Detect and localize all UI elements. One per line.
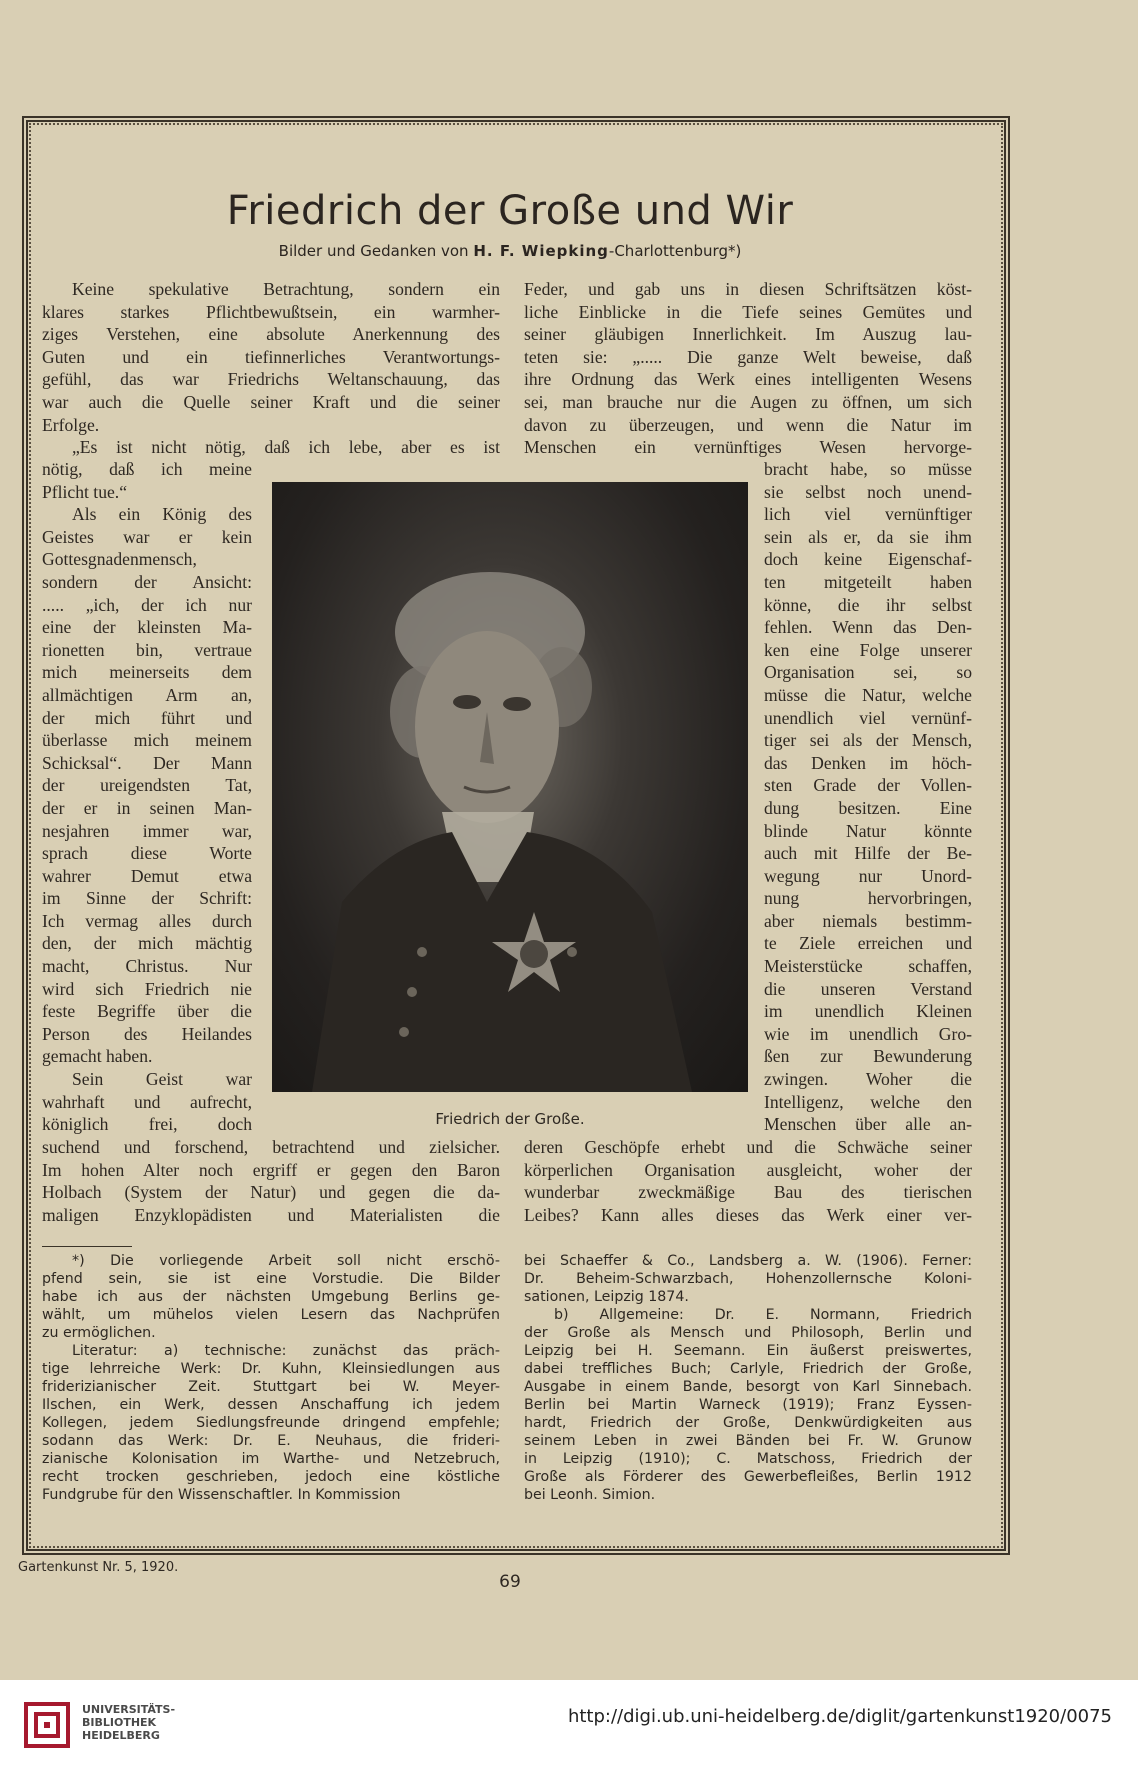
text-line: nötig, daß ich meine: [42, 459, 252, 479]
text-line: Gottesgnadenmensch,: [42, 549, 197, 570]
text-line: Person des Heilandes: [42, 1023, 252, 1044]
text-line: blinde Natur könnte: [764, 820, 972, 841]
library-line: UNIVERSITÄTS-: [82, 1703, 176, 1716]
text-line: „Es ist nicht nötig, daß ich lebe, aber es ist: [72, 437, 500, 458]
text-line: ihre Ordnung das Werk eines intelligenten Wesens: [524, 369, 972, 390]
text-line: ten mitgeteilt haben: [764, 571, 972, 592]
text-line: sprach diese Worte: [42, 843, 252, 864]
text-line: seiner gläubigen Innerlichkeit. Im Auszug lau-: [524, 324, 972, 345]
text-line: im unendlich Kleinen: [764, 1001, 972, 1022]
text-line: teten sie: „..... Die ganze Welt beweise, daß: [524, 346, 972, 367]
portrait-drawing: [272, 482, 748, 1092]
text-line: dung besitzen. Eine: [764, 797, 972, 818]
right-column-bottom: [524, 1136, 972, 1226]
text-line: das Denken im höch-: [764, 752, 972, 773]
source-url[interactable]: http://digi.ub.uni-heidelberg.de/diglit/gartenkunst1920/0075: [567, 1706, 1112, 1727]
text-line: Literatur: a) technische: zunächst das präch-: [72, 1343, 500, 1359]
text-line: der mich führt und: [42, 707, 252, 728]
text-line: mich meinerseits dem: [42, 662, 252, 683]
library-name: [82, 1703, 175, 1742]
text-line: Intelligenz, welche den: [764, 1091, 972, 1112]
text-line: tige lehrreiche Werk: Dr. Kuhn, Kleinsiedlungen aus: [42, 1361, 500, 1377]
text-line: Menschen ein vernünftiges Wesen hervorge-: [524, 437, 972, 458]
text-line: bei Leonh. Simion.: [524, 1487, 656, 1503]
text-line: ßen zur Bewunderung: [764, 1046, 972, 1067]
text-line: überlasse mich meinem: [42, 730, 252, 751]
text-line: ken eine Folge unserer: [764, 639, 972, 660]
text-line: wunderbar zweckmäßige Bau des tierischen: [524, 1182, 972, 1203]
left-column-narrow: [42, 458, 252, 1136]
text-line: ziges Verstehen, eine absolute Anerkennung des: [42, 324, 500, 345]
text-line: Kollegen, jedem Siedlungsfreunde dringend empfehle;: [42, 1415, 500, 1431]
text-line: Leipzig bei H. Seemann. Ein äußerst preiswertes,: [524, 1343, 972, 1359]
text-line: bei Schaeffer & Co., Landsberg a. W. (1906). Ferner:: [524, 1253, 972, 1269]
left-column-top: [42, 278, 500, 459]
text-line: *) Die vorliegende Arbeit soll nicht erschö-: [72, 1253, 500, 1269]
text-line: fehlen. Wenn das Den-: [764, 617, 972, 638]
text-line: körperlichen Organisation ausgleicht, woher der: [524, 1159, 972, 1180]
text-line: rionetten bin, vertraue: [42, 639, 252, 660]
text-line: königlich frei, doch: [42, 1114, 252, 1135]
text-line: pfend sein, sie ist eine Vorstudie. Die Bilder: [42, 1271, 500, 1287]
text-line: in Leipzig (1910); C. Matschoss, Friedrich der: [524, 1451, 972, 1467]
author-name: H. F. Wiepking: [473, 242, 609, 260]
text-line: müsse die Natur, welche: [764, 684, 972, 705]
text-line: Erfolge.: [42, 414, 100, 435]
text-line: sondern der Ansicht:: [42, 571, 252, 592]
text-line: Sein Geist war: [72, 1069, 252, 1090]
text-line: sten Grade der Vollen-: [764, 775, 972, 796]
text-line: friderizianischer Zeit. Stuttgart bei W. Meyer-: [42, 1379, 500, 1395]
text-line: auch mit Hilfe der Be-: [764, 843, 972, 864]
text-line: Holbach (System der Natur) und gegen die da-: [42, 1182, 500, 1203]
text-line: Dr. Beheim-Schwarzbach, Hohenzollernsche Koloni-: [524, 1271, 972, 1287]
text-line: könne, die ihr selbst: [764, 594, 972, 615]
text-line: b) Allgemeine: Dr. E. Normann, Friedrich: [554, 1307, 972, 1323]
text-line: sodann das Werk: Dr. E. Neuhaus, die frideri-: [42, 1433, 500, 1449]
text-line: gefühl, das war Friedrichs Weltanschauung, das: [42, 369, 500, 390]
text-line: der ureigendsten Tat,: [42, 775, 252, 796]
journal-reference: Gartenkunst Nr. 5, 1920.: [18, 1560, 179, 1575]
text-line: Feder, und gab uns in diesen Schriftsätzen köst-: [524, 279, 972, 299]
text-line: nung hervorbringen,: [764, 888, 972, 909]
text-line: Berlin bei Martin Warneck (1919); Franz Eyssen-: [524, 1397, 972, 1413]
text-line: Guten und ein tiefinnerliches Verantwortungs-: [42, 346, 500, 367]
text-line: im Sinne der Schrift:: [42, 888, 252, 909]
text-line: allmächtigen Arm an,: [42, 684, 252, 705]
text-line: recht trocken geschrieben, jedoch eine köstliche: [42, 1469, 500, 1485]
text-line: zu ermöglichen.: [42, 1325, 156, 1341]
library-line: HEIDELBERG: [82, 1729, 160, 1742]
text-line: wahrhaft und aufrecht,: [42, 1091, 252, 1112]
ub-heidelberg-logo-icon: [22, 1700, 72, 1750]
portrait-image: [272, 482, 748, 1092]
text-line: feste Begriffe über die: [42, 1001, 252, 1022]
text-line: der er in seinen Man-: [42, 797, 252, 818]
text-line: Pflicht tue.“: [42, 481, 128, 502]
text-line: wegung nur Unord-: [764, 865, 972, 886]
text-line: sationen, Leipzig 1874.: [524, 1289, 689, 1305]
text-line: gemacht haben.: [42, 1046, 153, 1067]
text-line: suchend und forschend, betrachtend und zielsicher.: [42, 1137, 500, 1157]
text-line: Schicksal“. Der Mann: [42, 752, 252, 773]
text-line: ..... „ich, der ich nur: [42, 594, 252, 615]
text-line: Menschen über alle an-: [764, 1114, 972, 1135]
text-line: Leibes? Kann alles dieses das Werk einer ver-: [524, 1204, 972, 1225]
text-line: nesjahren immer war,: [42, 820, 252, 841]
text-line: deren Geschöpfe erhebt und die Schwäche seiner: [524, 1137, 972, 1157]
text-line: Ich vermag alles durch: [42, 910, 252, 931]
text-line: klares starkes Pflichtbewußtsein, ein warmher-: [42, 301, 500, 322]
right-column-narrow: [764, 458, 972, 1136]
text-line: tiger sei als der Mensch,: [764, 730, 972, 751]
text-line: Als ein König des: [72, 504, 252, 525]
subtitle-suffix: -Charlottenburg*): [608, 242, 742, 260]
text-line: Meisterstücke schaffen,: [764, 956, 972, 977]
text-line: hardt, Friedrich der Große, Denkwürdigkeiten aus: [524, 1415, 972, 1431]
text-line: te Ziele erreichen und: [764, 933, 972, 954]
text-line: wird sich Friedrich nie: [42, 978, 252, 999]
text-line: liche Einblicke in die Tiefe seines Gemütes und: [524, 301, 972, 322]
text-line: Große als Förderer des Gewerbefleißes, Berlin 1912: [524, 1469, 972, 1485]
library-line: BIBLIOTHEK: [82, 1716, 157, 1729]
text-line: war auch die Quelle seiner Kraft und die seiner: [42, 391, 500, 412]
text-line: die unseren Verstand: [764, 978, 972, 999]
text-line: sie selbst noch unend-: [764, 481, 972, 502]
text-line: macht, Christus. Nur: [42, 956, 252, 977]
text-line: bracht habe, so müsse: [764, 459, 972, 479]
subtitle-prefix: Bilder und Gedanken von: [278, 242, 469, 260]
text-line: aber niemals bestimm-: [764, 910, 972, 931]
text-line: zwingen. Woher die: [764, 1069, 972, 1090]
text-line: seinem Leben in zwei Bänden bei Fr. W. Grunow: [524, 1433, 972, 1449]
text-line: doch keine Eigenschaf-: [764, 549, 972, 570]
text-line: unendlich viel vernünf-: [764, 707, 972, 728]
text-line: den, der mich mächtig: [42, 933, 252, 954]
footnote-rule: [42, 1246, 132, 1247]
text-line: lich viel vernünftiger: [764, 504, 972, 525]
left-column-bottom: [42, 1136, 500, 1226]
footnotes-left: [42, 1252, 500, 1504]
text-line: wählt, um mühelos vielen Lesern das Nachprüfen: [42, 1307, 500, 1323]
page-number: 69: [499, 1572, 521, 1592]
text-line: wie im unendlich Gro-: [764, 1023, 972, 1044]
text-line: habe ich aus der nächsten Umgebung Berlins ge-: [42, 1289, 500, 1305]
text-line: maligen Enzyklopädisten und Materialisten die: [42, 1204, 500, 1225]
text-line: sei, man brauche nur die Augen zu öffnen, um sich: [524, 391, 972, 412]
text-line: der Große als Mensch und Philosoph, Berlin und: [524, 1325, 972, 1341]
footnotes-right: [524, 1252, 972, 1504]
article-title: Friedrich der Große und Wir: [226, 188, 794, 234]
text-line: zianische Kolonisation im Warthe- und Netzebruch,: [42, 1451, 500, 1467]
text-line: Im hohen Alter noch ergriff er gegen den Baron: [42, 1159, 500, 1180]
text-line: Fundgrube für den Wissenschaftler. In Kommission: [42, 1487, 401, 1503]
right-column-top: [524, 278, 972, 459]
text-line: sein als er, da sie ihm: [764, 526, 972, 547]
text-line: Geistes war er kein: [42, 526, 252, 547]
text-line: Ausgabe in einem Bande, besorgt von Karl Sinnebach.: [524, 1379, 972, 1395]
text-line: dabei treffliches Buch; Carlyle, Friedrich der Große,: [524, 1361, 972, 1377]
text-line: davon zu überzeugen, und wenn die Natur im: [524, 414, 972, 435]
article-subtitle: [0, 242, 1020, 260]
text-line: Keine spekulative Betrachtung, sondern ein: [72, 279, 500, 299]
text-line: eine der kleinsten Ma-: [42, 617, 252, 638]
figure-caption: Friedrich der Große.: [435, 1110, 585, 1128]
text-line: Organisation sei, so: [764, 662, 972, 683]
text-line: Ilschen, ein Werk, dessen Anschaffung ich jedem: [42, 1397, 500, 1413]
text-line: wahrer Demut etwa: [42, 865, 252, 886]
